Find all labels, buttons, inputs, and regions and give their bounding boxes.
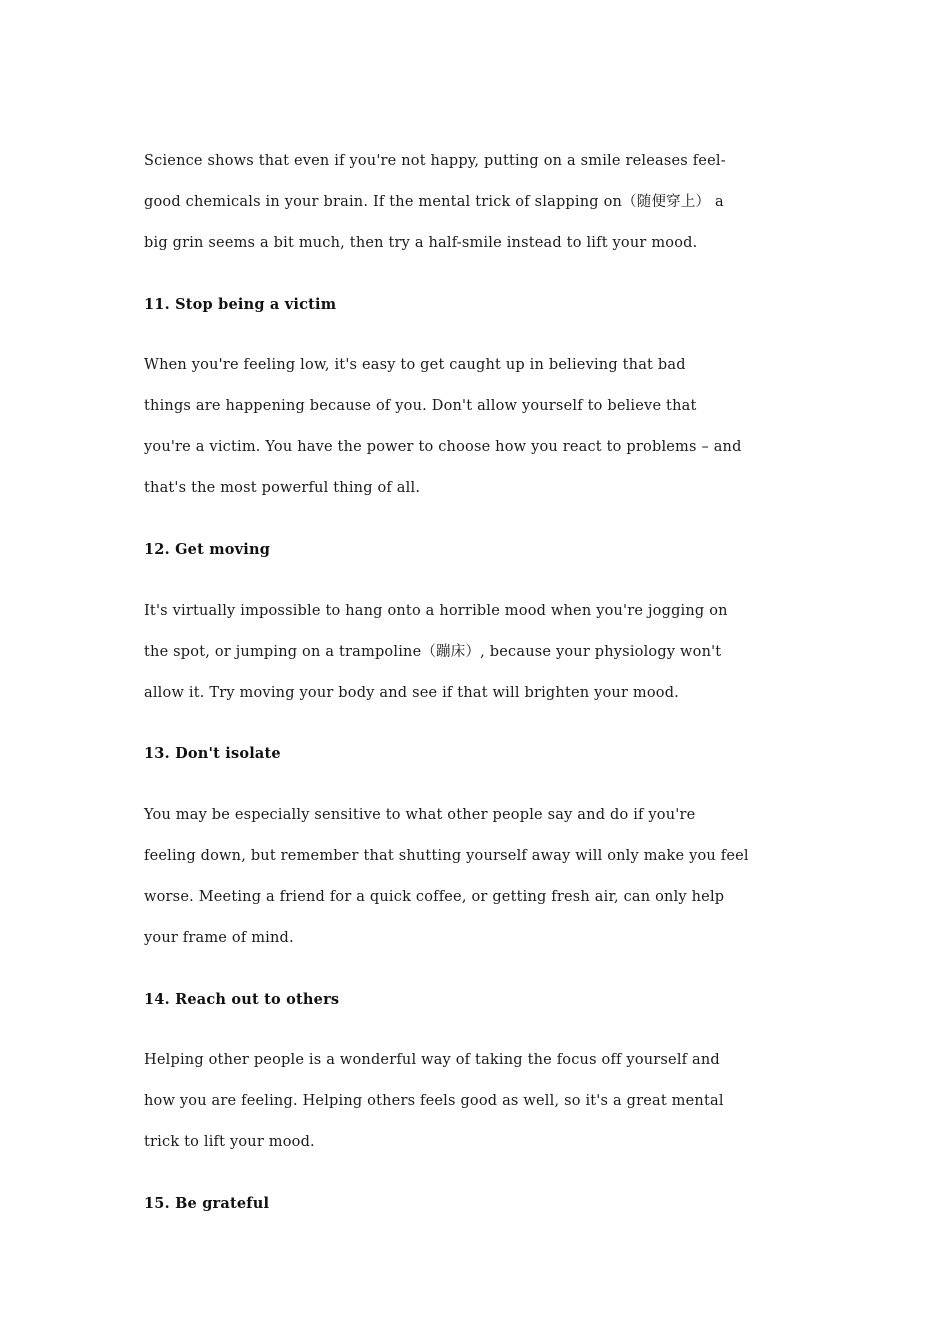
paragraph-smile (144, 141, 824, 264)
heading-13: 13. Don't isolate (144, 745, 281, 762)
text-line: Science shows that even if you're not happy, putting on a smile releases feel- (144, 153, 726, 169)
text-line: worse. Meeting a friend for a quick coffee, or getting fresh air, can only help (144, 889, 725, 905)
text-line: things are happening because of you. Don't allow yourself to believe that (144, 398, 697, 414)
heading-15: 15. Be grateful (144, 1195, 270, 1212)
text-line: feeling down, but remember that shutting yourself away will only make you feel (144, 848, 749, 864)
paragraph-isolate (144, 795, 824, 959)
text-line: It's virtually impossible to hang onto a horrible mood when you're jogging on (144, 603, 728, 619)
text-line: how you are feeling. Helping others feels good as well, so it's a great mental (144, 1093, 724, 1109)
text-line: that's the most powerful thing of all. (144, 480, 421, 496)
text-line: You may be especially sensitive to what other people say and do if you're (144, 807, 696, 823)
paragraph-moving (144, 591, 824, 714)
paragraph-reach (144, 1040, 824, 1163)
heading-12: 12. Get moving (144, 541, 271, 558)
text-line: allow it. Try moving your body and see if that will brighten your mood. (144, 685, 679, 701)
text-line: your frame of mind. (144, 930, 294, 946)
text-line: good chemicals in your brain. If the mental trick of slapping on（随便穿上） a (144, 194, 724, 210)
text-line: you're a victim. You have the power to choose how you react to problems – and (144, 439, 742, 455)
paragraph-victim (144, 345, 824, 509)
heading-14: 14. Reach out to others (144, 991, 340, 1008)
text-line: When you're feeling low, it's easy to get caught up in believing that bad (144, 357, 686, 373)
text-line: the spot, or jumping on a trampoline（蹦床）, because your physiology won't (144, 644, 722, 660)
heading-11: 11. Stop being a victim (144, 296, 337, 313)
text-line: big grin seems a bit much, then try a half-smile instead to lift your mood. (144, 235, 698, 251)
text-line: Helping other people is a wonderful way of taking the focus off yourself and (144, 1052, 720, 1068)
text-line: trick to lift your mood. (144, 1134, 315, 1150)
